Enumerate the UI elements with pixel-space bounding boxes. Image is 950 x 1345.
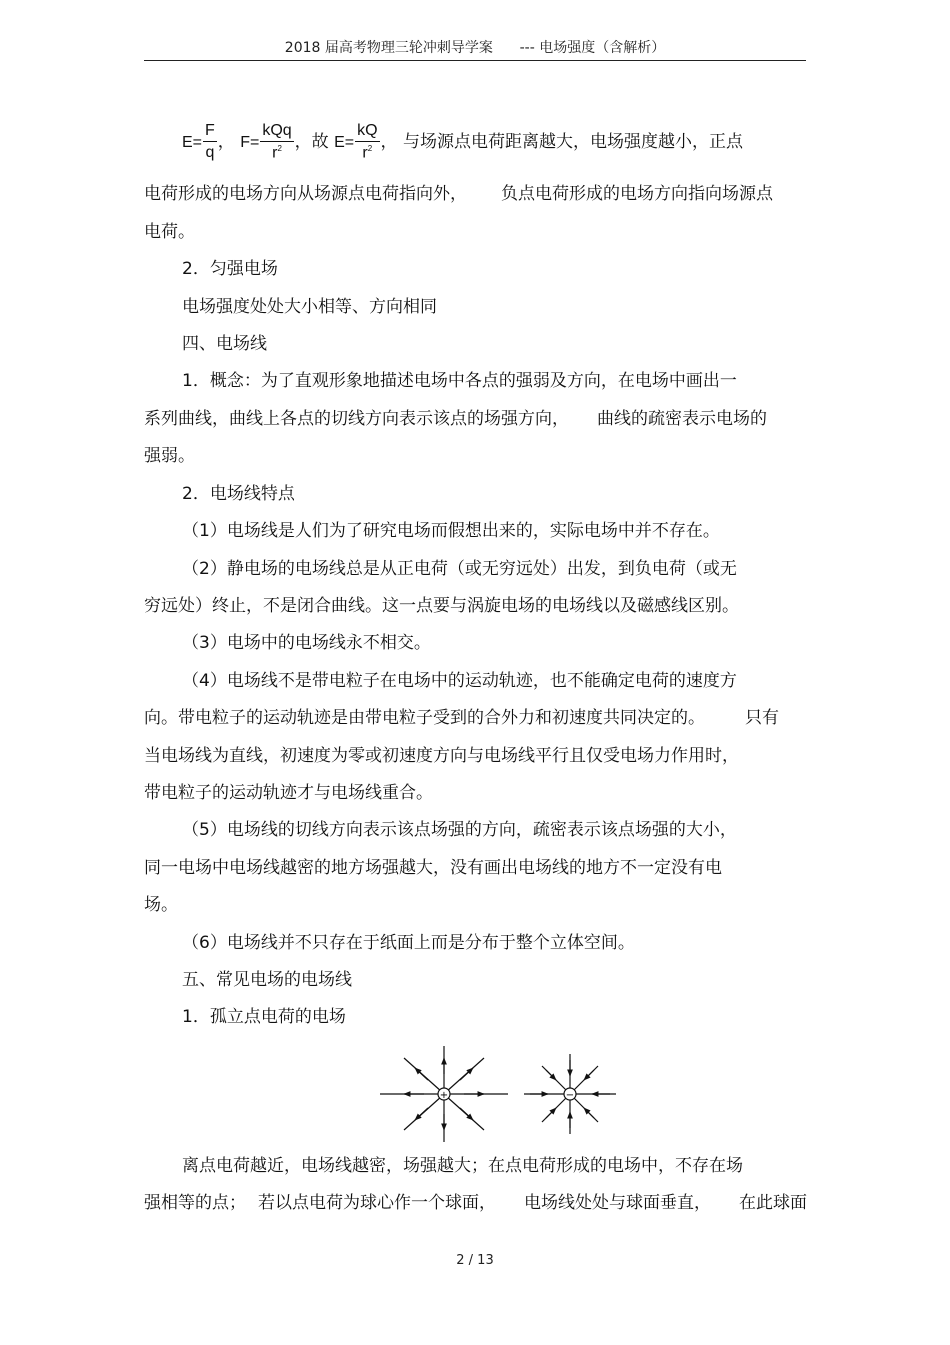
text-line: 同一电场中电场线越密的地方场强越大，没有画出电场线的地方不一定没有电 xyxy=(144,858,722,878)
text-line: 强相等的点； 若以点电荷为球心作一个球面， 电场线处处与球面垂直， 在此球面 xyxy=(144,1193,807,1213)
text-line: 带电粒子的运动轨迹才与电场线重合。 xyxy=(144,783,433,803)
text-line: （1）电场线是人们为了研究电场而假想出来的，实际电场中并不存在。 xyxy=(182,521,720,541)
text-line: 电场强度处处大小相等、方向相同 xyxy=(182,297,437,317)
point-charge-field-figure xyxy=(380,1044,620,1144)
page-header xyxy=(144,36,806,61)
therefore-word: 故 xyxy=(311,132,329,152)
fraction-denominator: $r^2$ xyxy=(272,143,282,162)
fraction-numerator: F xyxy=(203,123,217,142)
section-heading: 1．孤立点电荷的电场 xyxy=(182,1007,346,1027)
text-line: 电荷。 xyxy=(144,222,195,242)
text-line: 穷远处）终止，不是闭合曲线。这一点要与涡旋电场的电场线以及磁感线区别。 xyxy=(144,596,739,616)
section-heading: 2．电场线特点 xyxy=(182,484,295,504)
text-line: （5）电场线的切线方向表示该点场强的方向，疏密表示该点场强的大小， xyxy=(182,820,737,840)
negative-charge-sign: − xyxy=(565,1090,575,1101)
formula-line: E= $\frac{F}{q}$ ， F= $\frac{\text{kQq}}{r^2}$ ，故 E= $\frac{kQ}{r^2}$ ， 与场源点电荷距离越大，电场强度越小，正点 xyxy=(182,121,743,162)
fraction-numerator: kQq xyxy=(260,123,293,142)
formula-e-lhs-2: E= xyxy=(334,134,355,151)
text-line: 离点电荷越近，电场线越密，场强越大；在点电荷形成的电场中，不存在场 xyxy=(182,1156,743,1176)
text-line: 1．概念：为了直观形象地描述电场中各点的强弱及方向，在电场中画出一 xyxy=(182,371,737,391)
formula-e-lhs: E= xyxy=(182,134,203,151)
text-line: 场。 xyxy=(144,895,178,915)
fraction-numerator: kQ xyxy=(355,123,379,142)
header-title: 2018 届高考物理三轮冲刺导学案 xyxy=(284,40,493,56)
fraction-denominator: q xyxy=(205,144,215,161)
section-heading: 五、常见电场的电场线 xyxy=(182,970,352,990)
fraction-f-over-q xyxy=(203,123,217,161)
text-line: 电荷形成的电场方向从场源点电荷指向外， 负点电荷形成的电场方向指向场源点 xyxy=(144,184,773,204)
text-line: 强弱。 xyxy=(144,446,195,466)
text-line: （2）静电场的电场线总是从正电荷（或无穷远处）出发，到负电荷（或无 xyxy=(182,559,737,579)
text-line: 当电场线为直线，初速度为零或初速度方向与电场线平行且仅受电场力作用时， xyxy=(144,746,739,766)
section-heading: 2．匀强电场 xyxy=(182,259,278,279)
text-line: 系列曲线，曲线上各点的切线方向表示该点的场强方向， 曲线的疏密表示电场的 xyxy=(144,409,767,429)
fraction-kqq-over-r2 xyxy=(260,123,293,161)
section-heading: 四、电场线 xyxy=(182,334,267,354)
text-line: （6）电场线并不只存在于纸面上而是分布于整个立体空间。 xyxy=(182,933,635,953)
text-line: （3）电场中的电场线永不相交。 xyxy=(182,633,431,653)
fraction-kq-over-r2 xyxy=(355,123,379,161)
text-line: 向。带电粒子的运动轨迹是由带电粒子受到的合外力和初速度共同决定的。 只有 xyxy=(144,708,779,728)
text-line: （4）电场线不是带电粒子在电场中的运动轨迹，也不能确定电荷的速度方 xyxy=(182,671,737,691)
formula-f-lhs: F= xyxy=(240,134,260,151)
header-subtitle: --- 电场强度（含解析） xyxy=(519,40,666,56)
positive-charge-sign: + xyxy=(439,1090,449,1101)
formula-tail-text: 与场源点电荷距离越大，电场强度越小，正点 xyxy=(402,132,743,152)
page-number: 2 / 13 xyxy=(456,1253,494,1268)
fraction-denominator: $r^2$ xyxy=(362,143,373,162)
